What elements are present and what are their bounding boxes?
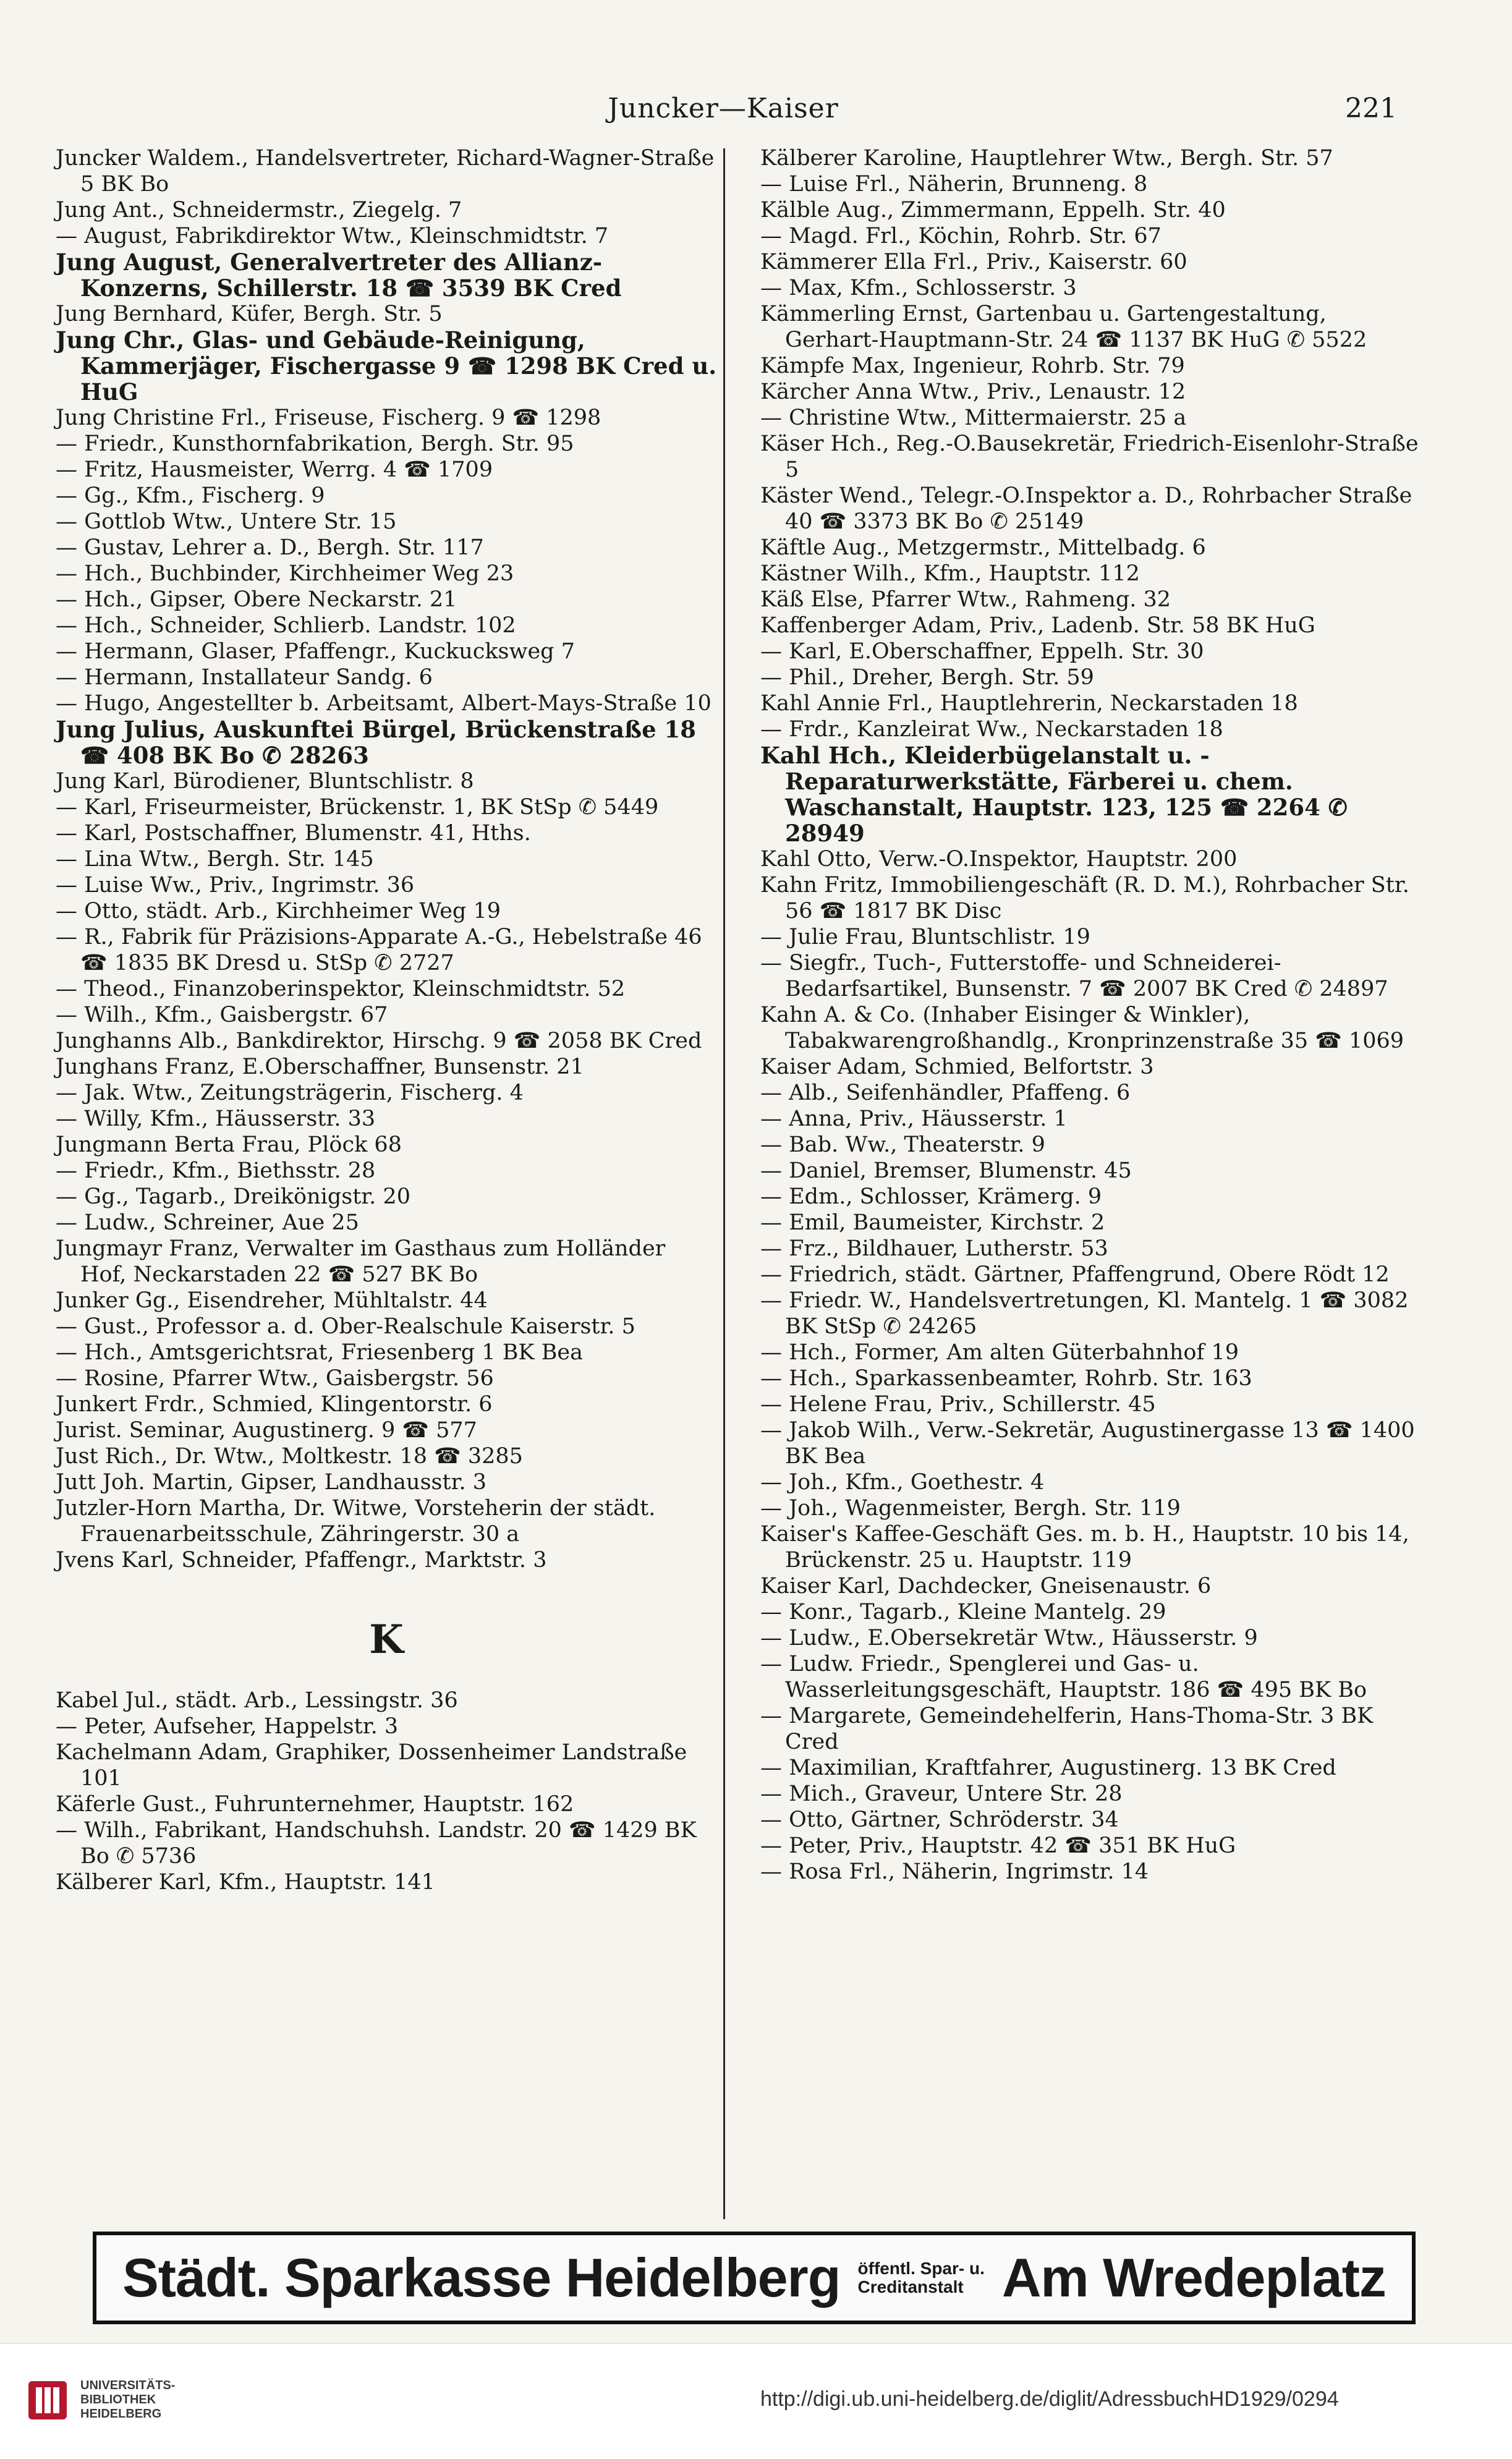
directory-entry: — Friedr. W., Handelsvertretungen, Kl. Mantelg. 1 ☎ 3082 BK StSp ✆ 24265 [760,1288,1409,1339]
directory-entry: — Willy, Kfm., Häusserstr. 33 [56,1106,376,1131]
page-header [49,87,1397,136]
running-head: Juncker—Kaiser [608,93,839,124]
directory-entry: Kämpfe Max, Ingenieur, Rohrb. Str. 79 [760,354,1185,378]
right-column [760,145,1422,1885]
directory-entry: — Konr., Tagarb., Kleine Mantelg. 29 [760,1600,1166,1624]
directory-entry: Jutzler-Horn Martha, Dr. Witwe, Vorsteherin der städt. Frauenarbeitsschule, Zähringerstr. 30 a [56,1496,656,1547]
directory-entry: Kahl Otto, Verw.-O.Inspektor, Hauptstr. 200 [760,847,1238,872]
directory-entry: — Maximilian, Kraftfahrer, Augustinerg. 13 BK Cred [760,1756,1336,1780]
directory-entry: Kachelmann Adam, Graphiker, Dossenheimer Landstraße 101 [56,1740,687,1791]
directory-entry: — Mich., Graveur, Untere Str. 28 [760,1782,1123,1806]
directory-entry: — Frdr., Kanzleirat Ww., Neckarstaden 18 [760,717,1223,742]
directory-entry: — Karl, E.Oberschaffner, Eppelh. Str. 30 [760,639,1204,664]
source-url-link[interactable]: http://digi.ub.uni-heidelberg.de/diglit/AdressbuchHD1929/0294 [760,2387,1339,2411]
directory-entry: Junghans Franz, E.Oberschaffner, Bunsenstr. 21 [56,1055,584,1079]
directory-entry: — Gg., Kfm., Fischerg. 9 [56,483,325,508]
directory-entry: — Magd. Frl., Köchin, Rohrb. Str. 67 [760,224,1162,248]
directory-entry: — Emil, Baumeister, Kirchstr. 2 [760,1210,1105,1235]
library-name-line1: UNIVERSITÄTS- [80,2379,176,2392]
directory-entry: — Hch., Buchbinder, Kirchheimer Weg 23 [56,561,514,586]
directory-entry: Kälberer Karoline, Hauptlehrer Wtw., Bergh. Str. 57 [760,146,1333,171]
directory-entry: — Ludw. Friedr., Spenglerei und Gas- u. Wasserleitungsgeschäft, Hauptstr. 186 ☎ 495 BK Bo [760,1652,1367,1702]
directory-entry: Junghanns Alb., Bankdirektor, Hirschg. 9 ☎ 2058 BK Cred [56,1029,702,1053]
directory-entry: — Jak. Wtw., Zeitungsträgerin, Fischerg. 4 [56,1081,524,1105]
directory-entry: Käß Else, Pfarrer Wtw., Rahmeng. 32 [760,587,1171,612]
page-number: 221 [1345,93,1397,124]
directory-entry: Kästner Wilh., Kfm., Hauptstr. 112 [760,561,1140,586]
directory-entry: — Hermann, Glaser, Pfaffengr., Kuckucksweg 7 [56,639,575,664]
directory-entry: — Jakob Wilh., Verw.-Sekretär, Augustinergasse 13 ☎ 1400 BK Bea [760,1418,1415,1469]
directory-entry: — Margarete, Gemeindehelferin, Hans-Thoma-Str. 3 BK Cred [760,1704,1374,1754]
directory-entry: Jung Ant., Schneidermstr., Ziegelg. 7 [56,198,462,223]
advertisement-banner [93,2232,1416,2324]
directory-entry: Kahn Fritz, Immobiliengeschäft (R. D. M.), Rohrbacher Str. 56 ☎ 1817 BK Disc [760,873,1409,924]
directory-entry: — R., Fabrik für Präzisions-Apparate A.-G., Hebelstraße 46 ☎ 1835 BK Dresd u. StSp ✆ 2727 [56,925,702,975]
banner-main-text: Städt. Sparkasse Heidelberg [122,2247,841,2308]
directory-entry: — Phil., Dreher, Bergh. Str. 59 [760,665,1094,690]
directory-entry: Jutt Joh. Martin, Gipser, Landhausstr. 3 [56,1470,486,1495]
section-letter-heading: K [369,1616,404,1663]
directory-entry: — Wilh., Fabrikant, Handschuhsh. Landstr. 20 ☎ 1429 BK Bo ✆ 5736 [56,1818,697,1869]
directory-entry: Junker Gg., Eisendreher, Mühltalstr. 44 [56,1288,488,1313]
directory-entry: — Siegfr., Tuch-, Futterstoffe- und Schneiderei-Bedarfsartikel, Bunsenstr. 7 ☎ 2007 BK Cred ✆ 24897 [760,951,1388,1001]
left-column [56,145,717,1895]
column-divider [723,148,725,2219]
directory-entry: Kaiser Karl, Dachdecker, Gneisenaustr. 6 [760,1574,1212,1599]
directory-entry: Jung Karl, Bürodiener, Bluntschlistr. 8 [56,769,474,794]
directory-entry: — Rosa Frl., Näherin, Ingrimstr. 14 [760,1859,1149,1884]
directory-entry: Kaiser's Kaffee-Geschäft Ges. m. b. H., Hauptstr. 10 bis 14, Brückenstr. 25 u. Hauptstr. 119 [760,1522,1409,1573]
directory-entry: — Otto, städt. Arb., Kirchheimer Weg 19 [56,899,501,924]
directory-entry: — Gottlob Wtw., Untere Str. 15 [56,509,397,534]
directory-entry: — Bab. Ww., Theaterstr. 9 [760,1132,1045,1157]
directory-entry: Kälble Aug., Zimmermann, Eppelh. Str. 40 [760,198,1226,223]
directory-entry: Junkert Frdr., Schmied, Klingentorstr. 6 [56,1392,493,1417]
directory-entry: Jungmayr Franz, Verwalter im Gasthaus zum Holländer Hof, Neckarstaden 22 ☎ 527 BK Bo [56,1236,666,1287]
directory-entry: — Fritz, Hausmeister, Werrg. 4 ☎ 1709 [56,457,493,482]
directory-entry: — Gg., Tagarb., Dreikönigstr. 20 [56,1184,410,1209]
directory-entry: — Gust., Professor a. d. Ober-Realschule Kaiserstr. 5 [56,1314,635,1339]
directory-entry: Kämmerer Ella Frl., Priv., Kaiserstr. 60 [760,250,1187,274]
directory-entry: Käferle Gust., Fuhrunternehmer, Hauptstr. 162 [56,1792,574,1817]
directory-entry: Kabel Jul., städt. Arb., Lessingstr. 36 [56,1688,458,1713]
library-name-line3: HEIDELBERG [80,2407,162,2421]
directory-entry: — Joh., Kfm., Goethestr. 4 [760,1470,1045,1495]
directory-entry: — Joh., Wagenmeister, Bergh. Str. 119 [760,1496,1181,1521]
directory-entry: — Luise Frl., Näherin, Brunneng. 8 [760,172,1148,197]
banner-location-text: Am Wredeplatz [1001,2247,1386,2308]
directory-entry: — Otto, Gärtner, Schröderstr. 34 [760,1807,1119,1832]
university-library-logo-icon [26,2379,69,2422]
directory-entry: Jurist. Seminar, Augustinerg. 9 ☎ 577 [56,1418,477,1443]
directory-entry: Kahl Annie Frl., Hauptlehrerin, Neckarstaden 18 [760,691,1298,716]
directory-entry: Jvens Karl, Schneider, Pfaffengr., Marktstr. 3 [56,1548,547,1573]
directory-entry: Kämmerling Ernst, Gartenbau u. Gartengestaltung, Gerhart-Hauptmann-Str. 24 ☎ 1137 BK HuG ✆ 5522 [760,302,1367,352]
directory-entry: Käftle Aug., Metzgermstr., Mittelbadg. 6 [760,535,1206,560]
directory-entry: Kahn A. & Co. (Inhaber Eisinger & Winkler), Tabakwarengroßhandlg., Kronprinzenstraße 35 ☎ 1069 [760,1003,1404,1053]
directory-entry: — Rosine, Pfarrer Wtw., Gaisbergstr. 56 [56,1366,494,1391]
directory-entry: Kahl Hch., Kleiderbügelanstalt u. -Reparaturwerkstätte, Färberei u. chem. Waschanstalt, Hauptstr. 123, 125 ☎ 2264 ✆ 28949 [760,742,1348,847]
directory-entry: — Friedrich, städt. Gärtner, Pfaffengrund, Obere Rödt 12 [760,1262,1390,1287]
directory-entry: — Hch., Gipser, Obere Neckarstr. 21 [56,587,457,612]
directory-entry: — Luise Ww., Priv., Ingrimstr. 36 [56,873,415,898]
directory-entry: Kärcher Anna Wtw., Priv., Lenaustr. 12 [760,380,1186,404]
directory-entry: — Friedr., Kunsthornfabrikation, Bergh. Str. 95 [56,431,574,456]
directory-entry: — Julie Frau, Bluntschlistr. 19 [760,925,1090,949]
directory-entry: — Ludw., E.Obersekretär Wtw., Häusserstr. 9 [760,1626,1258,1650]
directory-entry: — Helene Frau, Priv., Schillerstr. 45 [760,1392,1156,1417]
directory-entry: Juncker Waldem., Handelsvertreter, Richard-Wagner-Straße 5 BK Bo [56,146,715,197]
directory-entry: — Peter, Aufseher, Happelstr. 3 [56,1714,399,1739]
directory-entry: Jungmann Berta Frau, Plöck 68 [56,1132,402,1157]
directory-entry: Jung Christine Frl., Friseuse, Fischerg. 9 ☎ 1298 [56,406,601,430]
directory-entry: — Theod., Finanzoberinspektor, Kleinschmidtstr. 52 [56,977,626,1001]
directory-entry: — Anna, Priv., Häusserstr. 1 [760,1106,1068,1131]
footer-bar [0,2343,1512,2459]
directory-entry: Jung Julius, Auskunftei Bürgel, Brückenstraße 18 ☎ 408 BK Bo ✆ 28263 [56,716,697,769]
directory-entry: — Alb., Seifenhändler, Pfaffeng. 6 [760,1081,1131,1105]
directory-entry: — Hch., Amtsgerichtsrat, Friesenberg 1 BK Bea [56,1340,583,1365]
banner-small-bottom: Creditanstalt [857,2277,964,2296]
library-name [80,2379,175,2421]
directory-entry: — Christine Wtw., Mittermaierstr. 25 a [760,406,1187,430]
directory-entry: — Peter, Priv., Hauptstr. 42 ☎ 351 BK HuG [760,1833,1236,1858]
directory-entry: — Karl, Friseurmeister, Brückenstr. 1, BK StSp ✆ 5449 [56,795,659,820]
library-name-line2: BIBLIOTHEK [80,2393,156,2406]
directory-entry: — Max, Kfm., Schlosserstr. 3 [760,276,1077,300]
directory-entry: Käster Wend., Telegr.-O.Inspektor a. D., Rohrbacher Straße 40 ☎ 3373 BK Bo ✆ 25149 [760,483,1412,534]
directory-entry: Just Rich., Dr. Wtw., Moltkestr. 18 ☎ 3285 [56,1444,523,1469]
directory-entry: — Frz., Bildhauer, Lutherstr. 53 [760,1236,1108,1261]
banner-small-text [858,2259,985,2296]
directory-entry: Jung August, Generalvertreter des Allianz-Konzerns, Schillerstr. 18 ☎ 3539 BK Cred [56,248,622,302]
directory-entry: — August, Fabrikdirektor Wtw., Kleinschmidtstr. 7 [56,224,609,248]
directory-entry: — Hch., Former, Am alten Güterbahnhof 19 [760,1340,1239,1365]
directory-entry: — Friedr., Kfm., Biethsstr. 28 [56,1158,376,1183]
directory-entry: Käser Hch., Reg.-O.Bausekretär, Friedrich-Eisenlohr-Straße 5 [760,431,1419,482]
directory-entry: Kälberer Karl, Kfm., Hauptstr. 141 [56,1870,435,1895]
banner-small-top: öffentl. Spar- u. [857,2259,985,2278]
directory-entry: — Hermann, Installateur Sandg. 6 [56,665,433,690]
directory-entry: — Hch., Sparkassenbeamter, Rohrb. Str. 163 [760,1366,1252,1391]
directory-entry: Jung Chr., Glas- und Gebäude-Reinigung, Kammerjäger, Fischergasse 9 ☎ 1298 BK Cred u. HuG [56,326,717,406]
directory-entry: — Hch., Schneider, Schlierb. Landstr. 102 [56,613,516,638]
directory-entry: Jung Bernhard, Küfer, Bergh. Str. 5 [56,302,443,326]
directory-entry: — Gustav, Lehrer a. D., Bergh. Str. 117 [56,535,484,560]
directory-entry: Kaffenberger Adam, Priv., Ladenb. Str. 58 BK HuG [760,613,1315,638]
directory-entry: — Edm., Schlosser, Krämerg. 9 [760,1184,1102,1209]
directory-entry: — Wilh., Kfm., Gaisbergstr. 67 [56,1003,388,1027]
directory-entry: — Daniel, Bremser, Blumenstr. 45 [760,1158,1132,1183]
directory-entry: Kaiser Adam, Schmied, Belfortstr. 3 [760,1055,1154,1079]
directory-entry: — Hugo, Angestellter b. Arbeitsamt, Albert-Mays-Straße 10 [56,691,711,716]
directory-entry: — Ludw., Schreiner, Aue 25 [56,1210,359,1235]
directory-entry: — Lina Wtw., Bergh. Str. 145 [56,847,374,872]
directory-entry: — Karl, Postschaffner, Blumenstr. 41, Hths. [56,821,531,846]
